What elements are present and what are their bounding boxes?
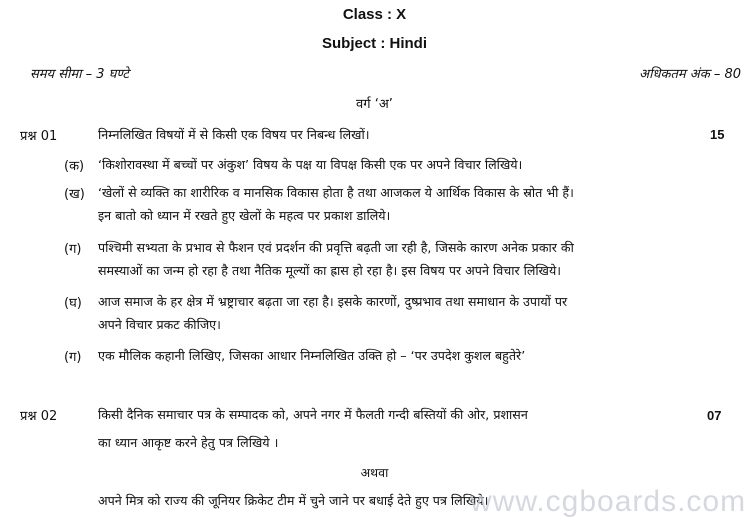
or-separator: अथवा [360, 465, 389, 480]
option-ga-label: (ग) [64, 242, 82, 257]
option-gha-line-1: आज समाज के हर क्षेत्र में भ्रष्ट्राचार बढ़ता जा रहा है। इसके कारणों, दुष्प्रभाव तथा समाधान के उपायों पर [98, 294, 568, 309]
option-gha-label: (घ) [64, 296, 82, 311]
question-1-marks: 15 [710, 127, 725, 142]
question-2-marks: 07 [707, 408, 722, 423]
option-kha-line-1: ‘खेलों से व्यक्ति का शारीरिक व मानसिक विकास होता है तथा आजकल ये आर्थिक विकास के स्रोत भी हैं। [98, 185, 574, 200]
question-2-number: प्रश्न 02 [20, 409, 58, 424]
option-kha-label: (ख) [64, 187, 85, 202]
time-limit: समय सीमा – 3 घण्टे [30, 67, 129, 82]
class-heading: Class : X [342, 6, 407, 23]
watermark: www.cgboards.com [470, 485, 747, 518]
subject-heading: Subject : Hindi [322, 35, 427, 52]
max-marks: अधिकतम अंक – 80 [639, 67, 741, 82]
question-2-line-1: किसी दैनिक समाचार पत्र के सम्पादक को, अपने नगर में फैलती गन्दी बस्तियों की ओर, प्रशासन [98, 407, 528, 422]
option-ga2-line-1: एक मौलिक कहानी लिखिए, जिसका आधार निम्नलिखित उक्ति हो – ‘पर उपदेश कुशल बहुतेरे’ [98, 348, 526, 363]
question-2-line-2: का ध्यान आकृष्ट करने हेतु पत्र लिखिये । [98, 435, 279, 450]
option-gha-line-2: अपने विचार प्रकट कीजिए। [98, 317, 221, 332]
option-ka-line-1: ‘किशोरावस्था में बच्चों पर अंकुश’ विषय के पक्ष या विपक्ष किसी एक पर अपने विचार लिखिये। [98, 157, 523, 172]
option-ka-label: (क) [64, 159, 85, 174]
question-2-alt-line: अपने मित्र को राज्य की जूनियर क्रिकेट टीम में चुने जाने पर बधाई देते हुए पत्र लिखिये। [98, 493, 489, 508]
section-title: वर्ग ‘अ’ [356, 97, 393, 112]
option-ga-line-2: समस्याओं का जन्म हो रहा है तथा नैतिक मूल्यों का ह्रास हो रहा है। इस विषय पर अपने विचार लिखिये। [98, 263, 562, 278]
option-ga-line-1: पश्चिमी सभ्यता के प्रभाव से फैशन एवं प्रदर्शन की प्रवृत्ति बढ़ती जा रही है, जिसके कारण अनेक प्रकार की [98, 240, 574, 255]
option-kha-line-2: इन बातो को ध्यान में रखते हुए खेलों के महत्व पर प्रकाश डालिये। [98, 208, 391, 223]
question-1-number: प्रश्न 01 [20, 129, 58, 144]
option-ga2-label: (ग) [64, 350, 82, 365]
question-1-text: निम्नलिखित विषयों में से किसी एक विषय पर निबन्ध लिखों। [98, 127, 370, 142]
